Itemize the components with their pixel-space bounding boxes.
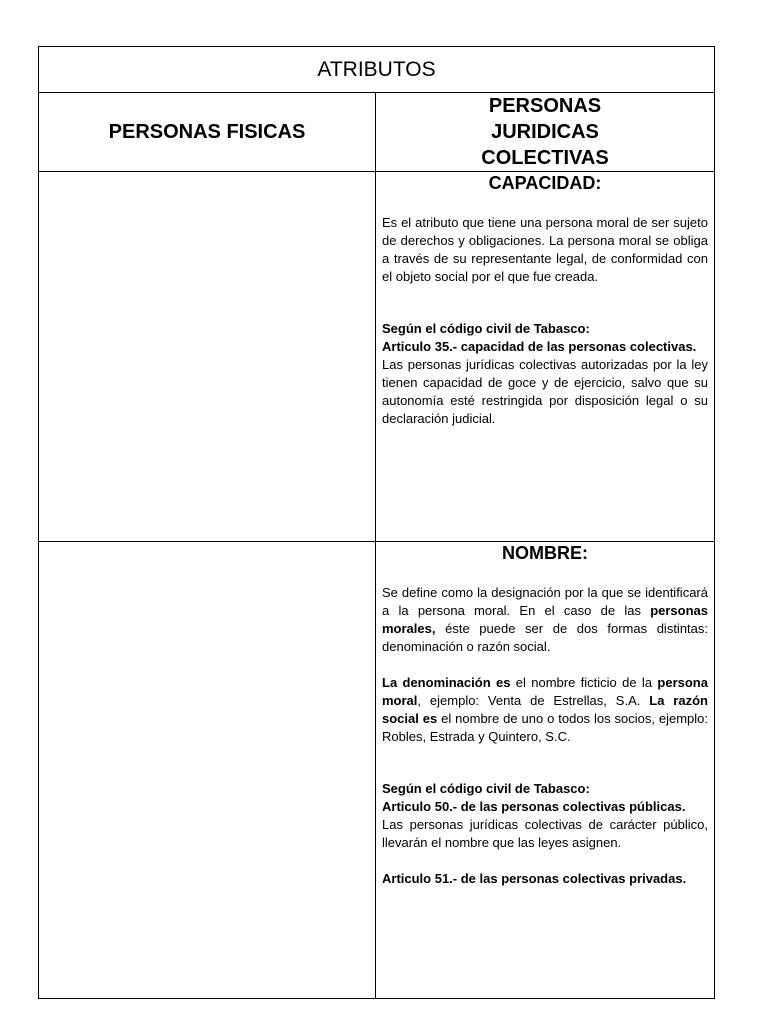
nombre-colectivas-cell	[376, 542, 715, 999]
nombre-code-intro: Según el código civil de Tabasco:	[382, 781, 590, 796]
nombre-def-text-2: éste puede ser de dos formas distintas: denominación o razón social.	[382, 621, 708, 654]
nombre-fisicas-cell	[39, 542, 376, 999]
nombre-row	[39, 542, 715, 999]
razon-social-text: el nombre de uno o todos los socios, ejemplo: Robles, Estrada y Quintero, S.C.	[382, 711, 708, 744]
capacidad-article-title: Articulo 35.- capacidad de las personas colectivas.	[382, 339, 697, 354]
table-title: ATRIBUTOS	[39, 47, 715, 93]
denominacion-example: , ejemplo: Venta de Estrellas, S.A.	[417, 693, 650, 708]
nombre-def-text-1: Se define como la designación por la que se identificará a la persona moral. En el caso de las	[382, 585, 708, 618]
attributes-table	[38, 46, 715, 999]
nombre-section	[376, 542, 714, 888]
header-personas-fisicas: PERSONAS FISICAS	[39, 93, 376, 172]
nombre-def-bold: personas morales,	[382, 603, 708, 636]
title-row	[39, 47, 715, 93]
capacidad-colectivas-cell	[376, 172, 715, 542]
persona-moral-bold: persona moral	[382, 675, 708, 708]
capacidad-heading: CAPACIDAD:	[488, 173, 602, 193]
header-personas-juridicas	[376, 93, 715, 172]
header-personas-juridicas-text: PERSONAS JURIDICAS COLECTIVAS	[481, 95, 609, 169]
article-50-title: Articulo 50.- de las personas colectivas públicas.	[382, 799, 686, 814]
nombre-denominacion	[382, 674, 708, 746]
denominacion-text: el nombre ficticio de la	[510, 675, 658, 690]
nombre-definition	[382, 584, 708, 656]
header-row	[39, 93, 715, 172]
capacidad-fisicas-cell	[39, 172, 376, 542]
capacidad-section	[376, 172, 714, 428]
capacidad-row	[39, 172, 715, 542]
article-51-title: Articulo 51.- de las personas colectivas privadas.	[382, 871, 687, 886]
capacidad-definition: Es el atributo que tiene una persona moral de ser sujeto de derechos y obligaciones. La persona moral se obliga a través de su representante legal, de conformidad con el objeto social por el que fue creada.	[382, 215, 708, 284]
article-50-text: Las personas jurídicas colectivas de carácter público, llevarán el nombre que las leyes asignen.	[382, 817, 708, 850]
denominacion-label: La denominación es	[382, 675, 511, 690]
capacidad-article-text: Las personas jurídicas colectivas autorizadas por la ley tienen capacidad de goce y de ejercicio, salvo que su autonomía esté restringida por disposición legal o su declaración judicial.	[382, 357, 708, 426]
capacidad-code-intro: Según el código civil de Tabasco:	[382, 321, 590, 336]
nombre-heading: NOMBRE:	[502, 543, 588, 563]
razon-social-label: La razón social es	[382, 693, 708, 726]
